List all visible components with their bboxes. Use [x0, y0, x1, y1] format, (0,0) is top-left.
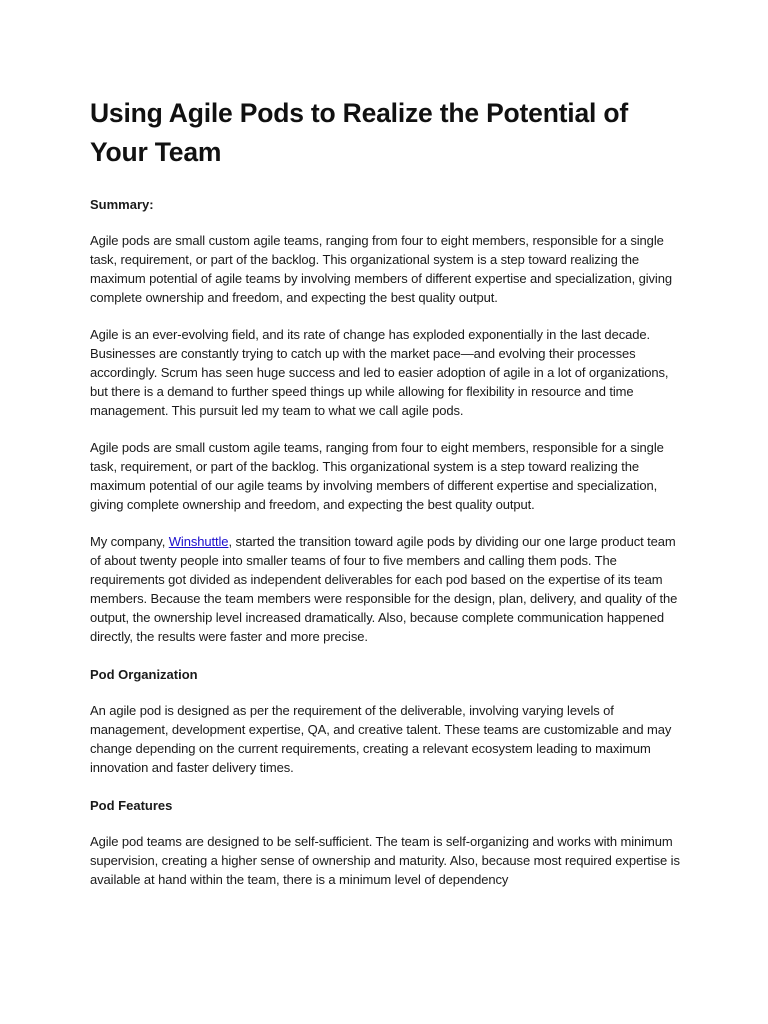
pod-features-heading: Pod Features — [90, 798, 173, 814]
paragraph-company-transition — [90, 533, 682, 646]
paragraph-agile-evolution: Agile is an ever-evolving field, and its rate of change has exploded exponentially in the last decade. Businesses are constantly trying to catch up with the market pace—and evolving their processes accordingly. Scrum has seen huge success and led to easier adoption of agile in a lot of organizations, but there is a demand to further speed things up while allowing for flexibility in resource and time management. This pursuit led my team to what we call agile pods. — [90, 327, 669, 418]
summary-heading: Summary: — [90, 197, 154, 212]
paragraph-agile-pods-definition: Agile pods are small custom agile teams, ranging from four to eight members, responsible for a single task, requirement, or part of the backlog. This organizational system is a step toward realizing the maximum potential of our agile teams by involving members of different expertise and specialization, giving complete ownership and freedom, and expecting the best quality output. — [90, 440, 664, 512]
paragraph-pod-organization: An agile pod is designed as per the requirement of the deliverable, involving varying levels of management, development expertise, QA, and creative talent. These teams are customizable and may change depending on the current requirements, creating a relevant ecosystem leading to maximum innovation and faster delivery times. — [90, 703, 672, 775]
winshuttle-link[interactable]: Winshuttle — [168, 534, 229, 550]
paragraph-text-before-link: My company, — [90, 534, 169, 550]
document-title: Using Agile Pods to Realize the Potential of Your Team — [90, 98, 628, 167]
pod-organization-heading: Pod Organization — [90, 667, 198, 683]
paragraph-text-after-link: , started the transition toward agile pods by dividing our one large product team of about twenty people into smaller teams of four to five members and calling them pods. The requirements got divided as independent deliverables for each pod based on the expertise of its team members. Because the team members were responsible for the design, plan, delivery, and quality of the output, the ownership level increased dramatically. Also, because complete communication happened directly, the results were faster and more precise. — [90, 534, 678, 644]
paragraph-pod-features: Agile pod teams are designed to be self-sufficient. The team is self-organizing and works with minimum supervision, creating a higher sense of ownership and maturity. Also, because most required expertise is available at hand within the team, there is a minimum level of dependency — [90, 834, 680, 888]
paragraph-summary: Agile pods are small custom agile teams, ranging from four to eight members, responsible for a single task, requirement, or part of the backlog. This organizational system is a step toward realizing the maximum potential of agile teams by involving members of different expertise and specialization, giving complete ownership and freedom, and expecting the best quality output. — [90, 233, 672, 305]
document-page — [90, 94, 682, 909]
